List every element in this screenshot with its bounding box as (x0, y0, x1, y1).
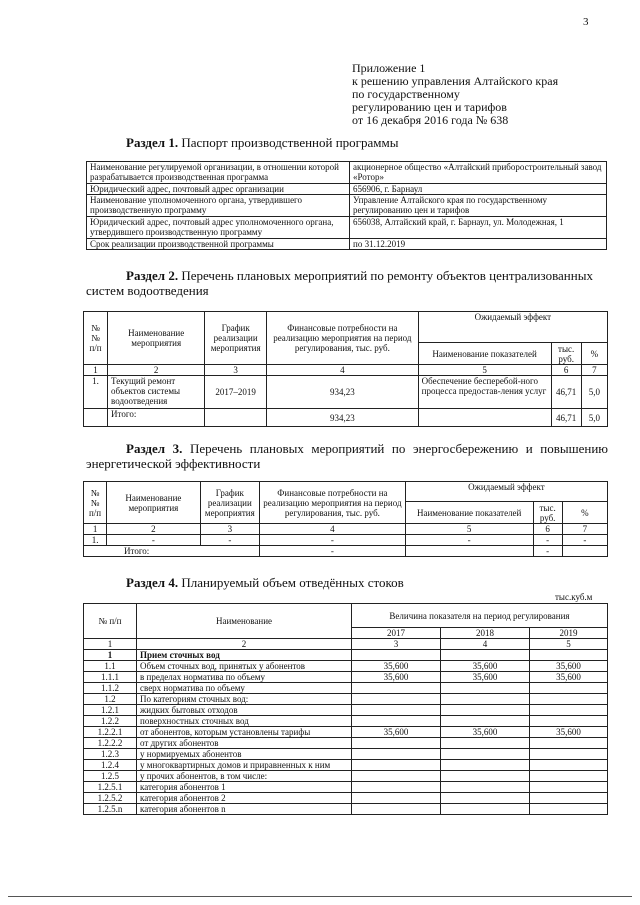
col-header-period: Величина показателя на период регулирования (352, 604, 608, 628)
section4-number: Раздел 4. (126, 575, 179, 590)
colnum: 3 (205, 365, 267, 376)
passport-table (86, 161, 607, 250)
row-thousand: 46,71 (551, 376, 581, 409)
total-finance: 934,23 (267, 409, 419, 427)
drainage-volume-table (83, 603, 608, 815)
row-cell: - (200, 535, 259, 546)
table-row (84, 716, 608, 727)
passport-label: Юридический адрес, почтовый адрес уполномоченного органа, утвердившего производственную программу (87, 217, 350, 239)
col-header-year: 2017 (352, 628, 441, 639)
section1-heading (126, 135, 398, 150)
row-name: жидких бытовых отходов (137, 705, 352, 716)
section4-title: Планируемый объем отведённых стоков (181, 575, 404, 590)
col-header-finance: Финансовые потребности на реализацию мероприятия на период регулирования, тыс. руб. (267, 312, 419, 365)
colnum: 4 (441, 639, 530, 650)
table-header-row (84, 482, 608, 502)
colnum: 5 (530, 639, 608, 650)
row-name: категория абонентов n (137, 804, 352, 815)
colnum: 5 (418, 365, 551, 376)
total-label: Итого: (84, 546, 260, 557)
row-num: 1.2 (84, 694, 137, 705)
table-total-row (84, 546, 608, 557)
row-value (352, 650, 441, 661)
section3-title: Перечень плановых мероприятий по энергосбережению и повышению энергетической эффективности (86, 441, 608, 471)
col-header-indicator: Наименование показателей (418, 343, 551, 365)
section4-heading (126, 575, 404, 590)
col-header-year: 2019 (530, 628, 608, 639)
row-value (441, 793, 530, 804)
row-name: Объем сточных вод, принятых у абонентов (137, 661, 352, 672)
colnum: 1 (84, 639, 137, 650)
row-value (352, 749, 441, 760)
total-thousand: 46,71 (551, 409, 581, 427)
row-num: 1.2.1 (84, 705, 137, 716)
colnum: 6 (533, 524, 562, 535)
row-value (530, 705, 608, 716)
row-value (530, 716, 608, 727)
row-value (441, 760, 530, 771)
passport-label: Юридический адрес, почтовый адрес организации (87, 184, 350, 195)
colnum: 7 (562, 524, 607, 535)
table-row (84, 738, 608, 749)
col-header-name: Наименование (137, 604, 352, 639)
table-colnum-row (84, 524, 608, 535)
col-header-schedule: График реализации мероприятия (200, 482, 259, 524)
row-cell: - (562, 535, 607, 546)
section1-title: Паспорт производственной программы (181, 135, 399, 150)
row-name: Текущий ремонт объектов системы водоотведения (108, 376, 205, 409)
appendix-line: регулированию цен и тарифов (352, 100, 507, 114)
row-num: 1.2.2 (84, 716, 137, 727)
total-finance: - (259, 546, 405, 557)
table-header-row (84, 604, 608, 628)
row-value (352, 760, 441, 771)
row-name: сверх норматива по объему (137, 683, 352, 694)
col-header-indicator: Наименование показателей (405, 502, 533, 524)
colnum: 4 (267, 365, 419, 376)
page-number: 3 (583, 16, 589, 28)
col-header-schedule: График реализации мероприятия (205, 312, 267, 365)
row-name: у прочих абонентов, в том числе: (137, 771, 352, 782)
col-header-num: № п/п (84, 604, 137, 639)
col-header-year: 2018 (441, 628, 530, 639)
passport-label: Срок реализации производственной программы (87, 239, 350, 250)
total-percent: 5,0 (581, 409, 607, 427)
row-finance: 934,23 (267, 376, 419, 409)
col-header-effect: Ожидаемый эффект (405, 482, 607, 502)
table-row (84, 804, 608, 815)
colnum: 3 (200, 524, 259, 535)
appendix-line: к решению управления Алтайского края (352, 74, 559, 88)
passport-label: Наименование уполномоченного органа, утвердившего производственную программу (87, 195, 350, 217)
row-name: от абонентов, которым установлены тарифы (137, 727, 352, 738)
row-name: По категориям сточных вод: (137, 694, 352, 705)
colnum: 6 (551, 365, 581, 376)
table-row (84, 760, 608, 771)
table-row (84, 650, 608, 661)
table-row (87, 184, 607, 195)
table-row (84, 661, 608, 672)
section2-number: Раздел 2. (126, 268, 179, 283)
colnum: 3 (352, 639, 441, 650)
row-num: 1.1.1 (84, 672, 137, 683)
row-cell: 1. (84, 535, 107, 546)
col-header-num: №№ п/п (84, 482, 107, 524)
row-cell: - (259, 535, 405, 546)
colnum: 5 (405, 524, 533, 535)
row-value (530, 793, 608, 804)
row-value (530, 694, 608, 705)
drainage-table-body (84, 650, 608, 815)
row-name: поверхностных сточных вод (137, 716, 352, 727)
total-label: Итого: (108, 409, 205, 427)
row-name: категория абонентов 1 (137, 782, 352, 793)
row-num: 1.2.4 (84, 760, 137, 771)
table-row (84, 705, 608, 716)
row-num: 1.2.3 (84, 749, 137, 760)
row-value (352, 694, 441, 705)
table-row (84, 535, 608, 546)
table-colnum-row (84, 365, 608, 376)
row-value (352, 782, 441, 793)
row-value (441, 694, 530, 705)
table-colnum-row (84, 639, 608, 650)
table-row (87, 217, 607, 239)
row-indicator: Обеспечение бесперебой-ного процесса предостав-ления услуг (418, 376, 551, 409)
row-value (352, 738, 441, 749)
passport-value: Управление Алтайского края по государственному регулированию цен и тарифов (350, 195, 607, 217)
total-thousand: - (533, 546, 562, 557)
row-value (352, 804, 441, 815)
colnum: 4 (259, 524, 405, 535)
row-value (530, 782, 608, 793)
colnum: 1 (84, 524, 107, 535)
passport-value: акционерное общество «Алтайский приборостроительный завод «Ротор» (350, 162, 607, 184)
row-value: 35,600 (352, 661, 441, 672)
row-name: у нормируемых абонентов (137, 749, 352, 760)
row-value: 35,600 (441, 727, 530, 738)
col-header-effect: Ожидаемый эффект (418, 312, 607, 343)
row-value (530, 749, 608, 760)
repair-table (83, 311, 608, 427)
row-value: 35,600 (530, 661, 608, 672)
row-num: 1.2.5.1 (84, 782, 137, 793)
row-value (441, 716, 530, 727)
row-num: 1.2.2.2 (84, 738, 137, 749)
table-row (87, 162, 607, 184)
passport-value: 656906, г. Барнаул (350, 184, 607, 195)
row-value (441, 782, 530, 793)
table-row (84, 683, 608, 694)
row-value (530, 804, 608, 815)
row-value (530, 771, 608, 782)
unit-label: тыс.куб.м (555, 592, 593, 602)
page-bottom-rule (8, 896, 632, 897)
table-row (84, 672, 608, 683)
passport-value: по 31.12.2019 (350, 239, 607, 250)
row-value (441, 771, 530, 782)
row-value: 35,600 (441, 672, 530, 683)
row-value (352, 716, 441, 727)
row-name: категория абонентов 2 (137, 793, 352, 804)
row-value (530, 738, 608, 749)
colnum: 7 (581, 365, 607, 376)
row-num: 1.1.2 (84, 683, 137, 694)
col-header-num: №№ п/п (84, 312, 108, 365)
colnum: 2 (108, 365, 205, 376)
col-header-name: Наименование мероприятия (107, 482, 201, 524)
row-cell: - (533, 535, 562, 546)
section3-number: Раздел 3. (126, 441, 183, 456)
row-value: 35,600 (352, 727, 441, 738)
row-value: 35,600 (530, 727, 608, 738)
table-row (87, 195, 607, 217)
row-value (441, 683, 530, 694)
table-header-row (84, 312, 608, 343)
table-row (84, 376, 608, 409)
appendix-line: по государственному (352, 87, 460, 101)
row-cell: - (107, 535, 201, 546)
row-value: 35,600 (441, 661, 530, 672)
passport-value: 656038, Алтайский край, г. Барнаул, ул. Молодежная, 1 (350, 217, 607, 239)
row-value (441, 738, 530, 749)
row-value: 35,600 (530, 672, 608, 683)
section2-title: Перечень плановых мероприятий по ремонту объектов централизованных систем водоотведения (86, 268, 593, 298)
table-row (84, 727, 608, 738)
colnum: 2 (137, 639, 352, 650)
row-value (441, 749, 530, 760)
row-value (352, 771, 441, 782)
passport-label: Наименование регулируемой организации, в отношении которой разрабатывается производственная программа (87, 162, 350, 184)
table-row (87, 239, 607, 250)
row-value (441, 804, 530, 815)
energy-table (83, 481, 608, 557)
appendix-line: от 16 декабря 2016 года № 638 (352, 113, 509, 127)
appendix-block (352, 62, 612, 127)
colnum: 2 (107, 524, 201, 535)
row-value (530, 683, 608, 694)
col-header-finance: Финансовые потребности на реализацию мероприятия на период регулирования, тыс. руб. (259, 482, 405, 524)
row-value (441, 705, 530, 716)
colnum: 1 (84, 365, 108, 376)
row-name: Прием сточных вод (137, 650, 352, 661)
row-name: от других абонентов (137, 738, 352, 749)
col-header-name: Наименование мероприятия (108, 312, 205, 365)
row-cell: - (405, 535, 533, 546)
section1-number: Раздел 1. (126, 135, 179, 150)
section2-heading (86, 268, 608, 298)
row-name: в пределах норматива по объему (137, 672, 352, 683)
table-row (84, 694, 608, 705)
row-value: 35,600 (352, 672, 441, 683)
row-num: 1. (84, 376, 108, 409)
row-value (441, 650, 530, 661)
row-num: 1 (84, 650, 137, 661)
appendix-line: Приложение 1 (352, 61, 426, 75)
section3-heading (86, 441, 608, 471)
row-num: 1.2.5 (84, 771, 137, 782)
row-value (530, 760, 608, 771)
col-header-thousand: тыс. руб. (533, 502, 562, 524)
col-header-thousand: тыс. руб. (551, 343, 581, 365)
col-header-percent: % (581, 343, 607, 365)
row-num: 1.2.5.2 (84, 793, 137, 804)
table-row (84, 749, 608, 760)
row-value (352, 793, 441, 804)
row-value (530, 650, 608, 661)
row-num: 1.2.2.1 (84, 727, 137, 738)
row-num: 1.1 (84, 661, 137, 672)
row-percent: 5,0 (581, 376, 607, 409)
row-value (352, 705, 441, 716)
row-name: у многоквартирных домов и приравненных к ним (137, 760, 352, 771)
col-header-percent: % (562, 502, 607, 524)
table-row (84, 771, 608, 782)
table-row (84, 782, 608, 793)
row-value (352, 683, 441, 694)
row-schedule: 2017–2019 (205, 376, 267, 409)
row-num: 1.2.5.n (84, 804, 137, 815)
table-total-row (84, 409, 608, 427)
table-row (84, 793, 608, 804)
